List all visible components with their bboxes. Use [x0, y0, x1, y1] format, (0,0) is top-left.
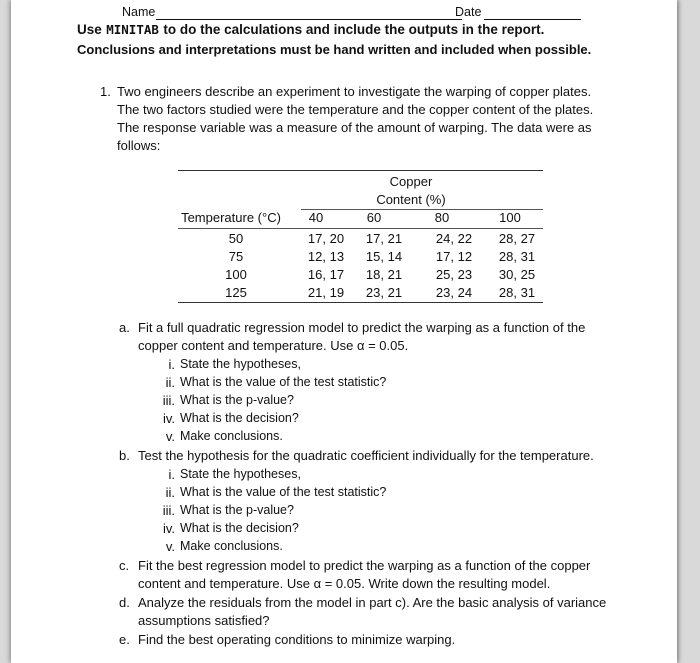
part-a-label: a.: [119, 320, 130, 335]
date-field-line[interactable]: [484, 19, 581, 20]
part-b-sub-label: ii.: [165, 485, 175, 500]
instruction-line-1: Use MINITAB to do the calculations and include the outputs in the report.: [77, 22, 545, 37]
problem-text-line: Two engineers describe an experiment to investigate the warping of copper plates.: [117, 84, 592, 99]
problem-text-line: The two factors studied were the temperature and the copper content of the plates.: [117, 102, 594, 117]
table-cell: 30, 25: [498, 267, 536, 282]
part-c-text: Fit the best regression model to predict the warping as a function of the copper: [138, 558, 591, 573]
document-page: [11, 0, 677, 663]
name-label: Name: [122, 5, 156, 19]
part-a-sub-label: ii.: [165, 375, 175, 390]
part-b-sub-text: What is the p-value?: [180, 503, 294, 517]
table-cell: 15, 14: [365, 249, 403, 264]
part-b-label: b.: [119, 448, 130, 463]
problem-text-line: The response variable was a measure of the amount of warping. The data were as: [117, 120, 592, 135]
table-cell: 24, 22: [435, 231, 473, 246]
problem-text-line: follows:: [117, 138, 161, 153]
part-a-sub-text: What is the decision?: [180, 411, 299, 425]
part-a-sub-label: iii.: [162, 393, 175, 408]
part-a-sub-text: What is the p-value?: [180, 393, 294, 407]
instruction-line-2: Conclusions and interpretations must be hand written and included when possible.: [77, 42, 592, 57]
date-label: Date: [455, 5, 482, 19]
name-field-line[interactable]: [156, 19, 462, 20]
table-cell-temperature: 75: [228, 249, 244, 264]
table-bottom-rule: [178, 302, 543, 303]
table-cell: 17, 20: [307, 231, 345, 246]
table-group-header: Content (%): [376, 192, 446, 207]
table-cell-temperature: 125: [225, 285, 247, 300]
part-d-text: assumptions satisfied?: [138, 613, 270, 628]
part-a-sub-text: What is the value of the test statistic?: [180, 375, 387, 389]
part-a-sub-text: State the hypotheses,: [180, 357, 301, 371]
table-cell-temperature: 100: [225, 267, 247, 282]
table-group-header: Copper: [389, 174, 433, 189]
part-b-sub-text: What is the decision?: [180, 521, 299, 535]
part-a-text: Fit a full quadratic regression model to predict the warping as a function of the: [138, 320, 586, 335]
table-column-header: 80: [434, 210, 450, 225]
table-cell-temperature: 50: [228, 231, 244, 246]
part-d-text: Analyze the residuals from the model in part c). Are the basic analysis of variance: [138, 595, 607, 610]
part-b-sub-label: iv.: [162, 521, 175, 536]
part-b-sub-label: v.: [165, 539, 175, 554]
table-cell: 16, 17: [307, 267, 345, 282]
table-column-header: 40: [308, 210, 324, 225]
table-cell: 28, 31: [498, 285, 536, 300]
table-cell: 18, 21: [365, 267, 403, 282]
table-cell: 21, 19: [307, 285, 345, 300]
table-top-rule: [178, 170, 543, 171]
table-cell: 17, 21: [365, 231, 403, 246]
table-cell: 12, 13: [307, 249, 345, 264]
part-b-sub-label: iii.: [162, 503, 175, 518]
part-a-sub-text: Make conclusions.: [180, 429, 283, 443]
table-cell: 17, 12: [435, 249, 473, 264]
part-d-label: d.: [119, 595, 130, 610]
table-cell: 28, 27: [498, 231, 536, 246]
part-b-sub-text: Make conclusions.: [180, 539, 283, 553]
part-b-sub-text: State the hypotheses,: [180, 467, 301, 481]
part-b-sub-label: i.: [168, 467, 175, 482]
table-cell: 25, 23: [435, 267, 473, 282]
part-e-label: e.: [119, 632, 130, 647]
part-a-sub-label: v.: [165, 429, 175, 444]
part-a-sub-label: i.: [168, 357, 175, 372]
table-column-header: 100: [499, 210, 521, 225]
table-cell: 28, 31: [498, 249, 536, 264]
problem-number: 1.: [100, 84, 111, 99]
table-cell: 23, 24: [435, 285, 473, 300]
part-b-text: Test the hypothesis for the quadratic coefficient individually for the temperature.: [138, 448, 594, 463]
table-cell: 23, 21: [365, 285, 403, 300]
part-c-text: content and temperature. Use α = 0.05. Write down the resulting model.: [138, 576, 551, 591]
part-a-sub-label: iv.: [162, 411, 175, 426]
part-c-label: c.: [119, 558, 130, 573]
part-e-text: Find the best operating conditions to minimize warping.: [138, 632, 456, 647]
table-column-header: 60: [366, 210, 382, 225]
part-a-text: copper content and temperature. Use α = 0.05.: [138, 338, 409, 353]
table-header-rule: [178, 228, 543, 229]
part-b-sub-text: What is the value of the test statistic?: [180, 485, 387, 499]
table-row-header: Temperature (°C): [181, 210, 281, 225]
